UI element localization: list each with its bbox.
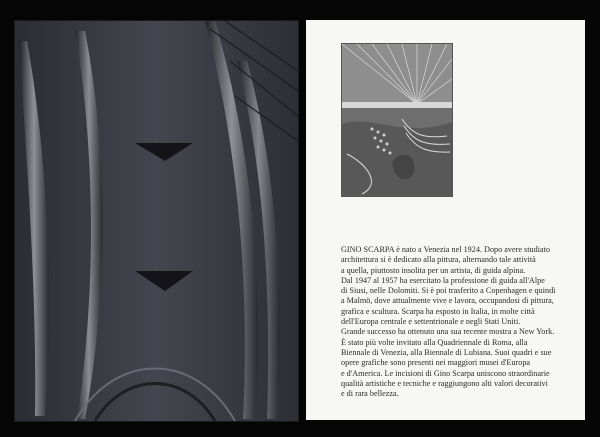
engraving-thumbnail	[341, 43, 453, 197]
engraving-image	[342, 44, 452, 196]
bio-line: e d'America. Le incisioni di Gino Scarpa uniscono straordinarie	[341, 368, 550, 378]
bio-line: dell'Europa centrale e settentrionale e negli Stati Uniti.	[341, 317, 521, 327]
left-page-artwork	[14, 20, 299, 422]
bio-line: qualità artistiche e tecniche e raggiungono alti valori decorativi	[341, 378, 548, 388]
bio-line: architettura si è dedicato alla pittura, alternando tale attività	[341, 255, 536, 265]
bio-line: a quella, piuttosto insolita per un artista, di guida alpina.	[341, 265, 526, 275]
painting-image	[15, 21, 298, 421]
bio-line: GINO SCARPA è nato a Venezia nel 1924. Dopo avere studiato	[341, 245, 550, 254]
bio-line: Biennale di Venezia, alla Biennale di Lubiana. Suoi quadri e sue	[341, 347, 552, 357]
bio-line: grafica e scultura. Scarpa ha esposto in Italia, in molte città	[341, 306, 535, 316]
right-page	[306, 20, 585, 420]
artist-biography	[341, 245, 581, 399]
bio-line: Grande successo ha ottenuto una sua recente mostra a New York.	[341, 327, 555, 337]
bio-line: È stato più volte invitato alla Quadriennale di Roma, alla	[341, 337, 528, 347]
bio-line: Dal 1947 al 1957 ha esercitato la professione di guida all'Alpe	[341, 275, 545, 285]
bio-line: di Siusi, nelle Dolomiti. Si è poi trasferito a Copenhagen e quindi	[341, 286, 556, 296]
next-page-arrow-icon[interactable]	[571, 417, 581, 420]
bio-line: opere grafiche sono presenti nei maggiori musei d'Europa	[341, 358, 531, 368]
bio-line: e di rara bellezza.	[341, 389, 399, 399]
bio-line: a Malmö, dove attualmente vive e lavora, occupandosi di pittura,	[341, 296, 554, 306]
